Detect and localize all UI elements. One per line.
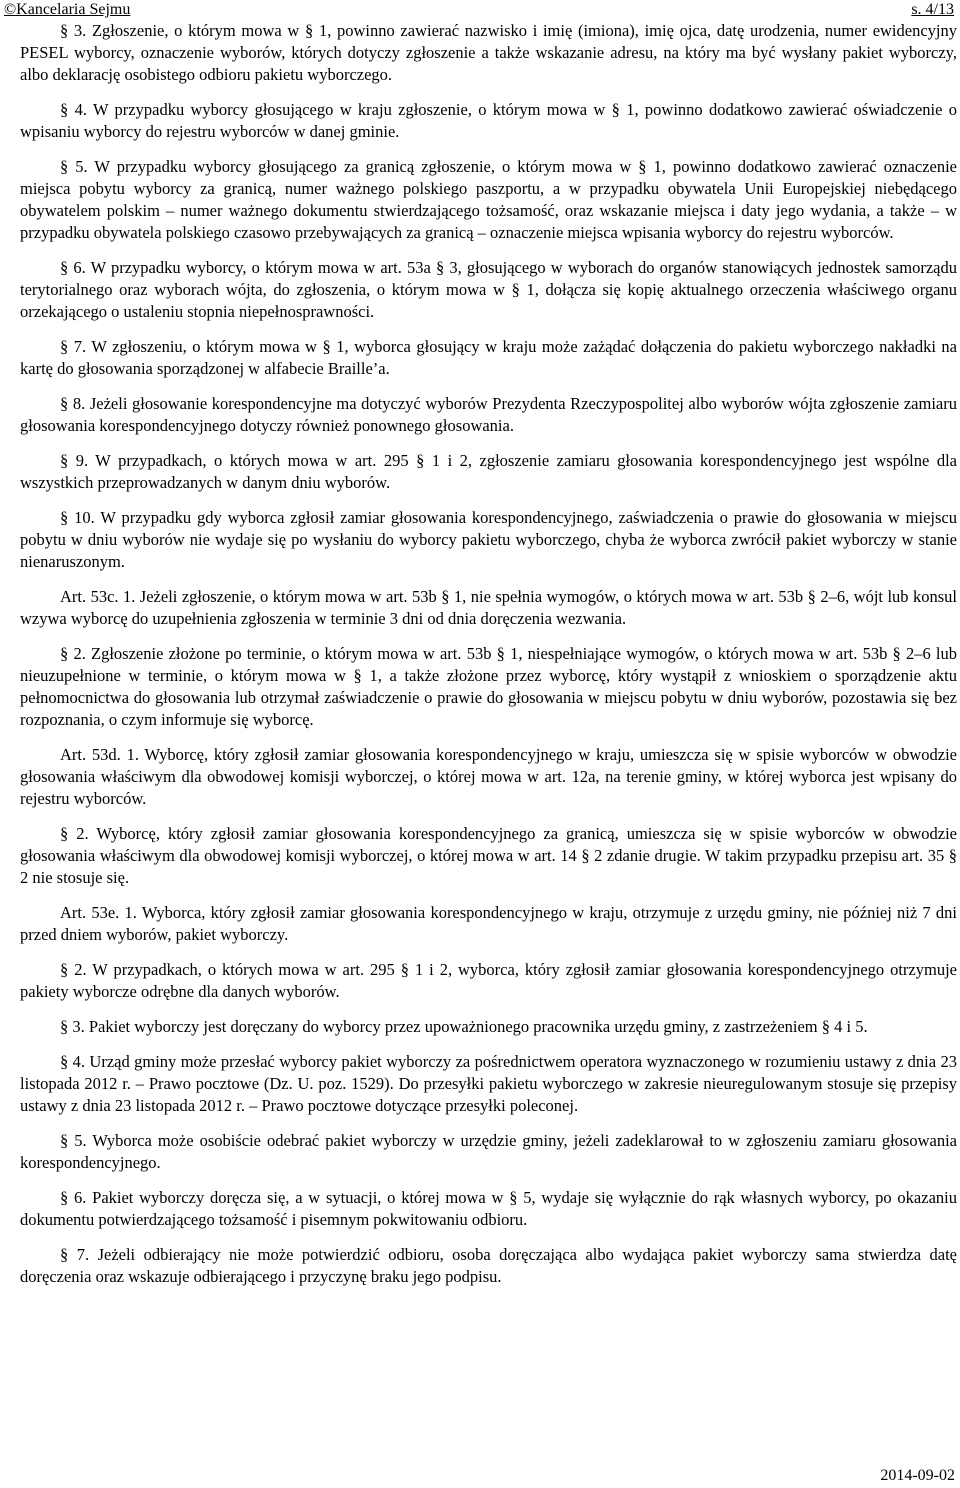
paragraph-art53e-par3: § 3. Pakiet wyborczy jest doręczany do wyborcy przez upoważnionego pracownika urzędu gminy, z zastrzeżeniem § 4 i 5. bbox=[60, 1017, 868, 1036]
paragraph-art53e-par5: § 5. Wyborca może osobiście odebrać pakiet wyborczy w urzędzie gminy, jeżeli zadeklarował to w zgłoszeniu zamiaru głosowania korespondencyjnego. bbox=[20, 1131, 957, 1172]
paragraph-art53e-par4: § 4. Urząd gminy może przesłać wyborcy pakiet wyborczy za pośrednictwem operatora wyznaczonego w rozumieniu ustawy z dnia 23 listopada 2012 r. – Prawo pocztowe (Dz. U. poz. 1529). Do przesyłki pakietu wyborczego w zakresie nieuregulowanym stosuje się przepisy ustawy z dnia 23 listopada 2012 r. – Prawo pocztowe dotyczące przesyłki poleconej. bbox=[20, 1052, 957, 1115]
paragraph-art53b-par8: § 8. Jeżeli głosowanie korespondencyjne ma dotyczyć wyborów Prezydenta Rzeczypospolitej albo wyborów wójta zgłoszenie zamiaru głosowania korespondencyjnego dotyczy również ponownego głosowania. bbox=[20, 394, 957, 435]
page-number: s. 4/13 bbox=[911, 1, 954, 18]
paragraph-art53b-par5: § 5. W przypadku wyborcy głosującego za granicą zgłoszenie, o którym mowa w § 1, powinno dodatkowo zawierać oznaczenie miejsca pobytu wyborcy za granicą, numer ważnego polskiego paszportu, a w przypadku obywatela Unii Europejskiej niebędącego obywatelem polskim – numer ważnego dokumentu stwierdzającego tożsamość, oraz wskazanie miejsca i daty jego wydania, a także – w przypadku obywatela polskiego czasowo przebywających za granicą – oznaczenie miejsca wpisania wyborcy do rejestru wyborców. bbox=[20, 157, 957, 242]
paragraph-art53b-par10: § 10. W przypadku gdy wyborca zgłosił zamiar głosowania korespondencyjnego, zaświadczenia o prawie do głosowania w miejscu pobytu w dniu wyborów nie wydaje się po wysłaniu do wyborcy pakietu wyborczego, chyba że wyborca zwrócił pakiet wyborczy w stanie nienaruszonym. bbox=[20, 508, 957, 571]
paragraph-art53b-par3: § 3. Zgłoszenie, o którym mowa w § 1, powinno zawierać nazwisko i imię (imiona), imię ojca, datę urodzenia, numer ewidencyjny PESEL wyborcy, oznaczenie wyborów, których dotyczy zgłoszenie a także wskazanie adresu, na który ma być wysłany pakiet wyborczy, albo deklarację osobistego odbioru pakietu wyborczego. bbox=[20, 21, 957, 84]
paragraph-art53c-par1: Art. 53c. 1. Jeżeli zgłoszenie, o którym mowa w art. 53b § 1, nie spełnia wymogów, o których mowa w art. 53b § 2–6, wójt lub konsul wzywa wyborcę do uzupełnienia zgłoszenia w terminie 3 dni od dnia doręczenia wezwania. bbox=[20, 587, 957, 628]
paragraph-art53d-par2: § 2. Wyborcę, który zgłosił zamiar głosowania korespondencyjnego za granicą, umieszcza się w spisie wyborców w obwodzie głosowania właściwym dla obwodowej komisji wyborczej, o której mowa w art. 14 § 2 zdanie drugie. W takim przypadku przepisu art. 35 § 2 nie stosuje się. bbox=[20, 824, 957, 887]
paragraph-art53b-par7: § 7. W zgłoszeniu, o którym mowa w § 1, wyborca głosujący w kraju może zażądać dołączenia do pakietu wyborczego nakładki na kartę do głosowania sporządzonej w alfabecie Braille’a. bbox=[20, 337, 957, 378]
paragraph-art53b-par6: § 6. W przypadku wyborcy, o którym mowa w art. 53a § 3, głosującego w wyborach do organów stanowiących jednostek samorządu terytorialnego oraz wyborach wójta, do zgłoszenia, o którym mowa w § 1, dołącza się kopię aktualnego orzeczenia właściwego organu orzekającego o ustaleniu stopnia niepełnosprawności. bbox=[20, 258, 957, 321]
paragraph-art53b-par4: § 4. W przypadku wyborcy głosującego w kraju zgłoszenie, o którym mowa w § 1, powinno dodatkowo zawierać oświadczenie o wpisaniu wyborcy do rejestru wyborców w danej gminie. bbox=[20, 100, 957, 141]
source-label: ©Kancelaria Sejmu bbox=[4, 1, 131, 18]
page-header bbox=[4, 0, 954, 20]
paragraph-art53e-par2: § 2. W przypadkach, o których mowa w art. 295 § 1 i 2, wyborca, który zgłosił zamiar głosowania korespondencyjnego otrzymuje pakiety wyborcze odrębne dla danych wyborów. bbox=[20, 960, 957, 1001]
paragraph-art53d-par1: Art. 53d. 1. Wyborcę, który zgłosił zamiar głosowania korespondencyjnego w kraju, umieszcza się w spisie wyborców w obwodzie głosowania właściwym dla obwodowej komisji wyborczej, o której mowa w art. 12a, na terenie gminy, w której wyborca jest wpisany do rejestru wyborców. bbox=[20, 745, 957, 808]
paragraph-art53c-par2: § 2. Zgłoszenie złożone po terminie, o którym mowa w art. 53b § 1, niespełniające wymogów, o których mowa w art. 53b § 2–6 lub nieuzupełnione w terminie, o którym mowa w § 1, a także złożone przez wyborcę, który wystąpił z wnioskiem o sporządzenie aktu pełnomocnictwa do głosowania lub otrzymał zaświadczenie o prawie do głosowania w miejscu pobytu w dniu wyborów, pozostawia się bez rozpoznania, o czym informuje się wyborcę. bbox=[20, 644, 957, 729]
paragraph-art53e-par6: § 6. Pakiet wyborczy doręcza się, a w sytuacji, o której mowa w § 5, wydaje się wyłącznie do rąk własnych wyborcy, po okazaniu dokumentu potwierdzającego tożsamość i pisemnym pokwitowaniu odbioru. bbox=[20, 1188, 957, 1229]
document-body bbox=[20, 20, 957, 1288]
paragraph-art53b-par9: § 9. W przypadkach, o których mowa w art. 295 § 1 i 2, zgłoszenie zamiaru głosowania korespondencyjnego jest wspólne dla wszystkich przeprowadzanych w danym dniu wyborów. bbox=[20, 451, 957, 492]
footer-date: 2014-09-02 bbox=[880, 1467, 955, 1484]
paragraph-art53e-par7: § 7. Jeżeli odbierający nie może potwierdzić odbioru, osoba doręczająca albo wydająca pakiet wyborczy sama stwierdza datę doręczenia oraz wskazuje odbierającego i przyczynę braku jego podpisu. bbox=[20, 1245, 957, 1286]
paragraph-art53e-par1: Art. 53e. 1. Wyborca, który zgłosił zamiar głosowania korespondencyjnego w kraju, otrzymuje z urzędu gminy, nie później niż 7 dni przed dniem wyborów, pakiet wyborczy. bbox=[20, 903, 957, 944]
